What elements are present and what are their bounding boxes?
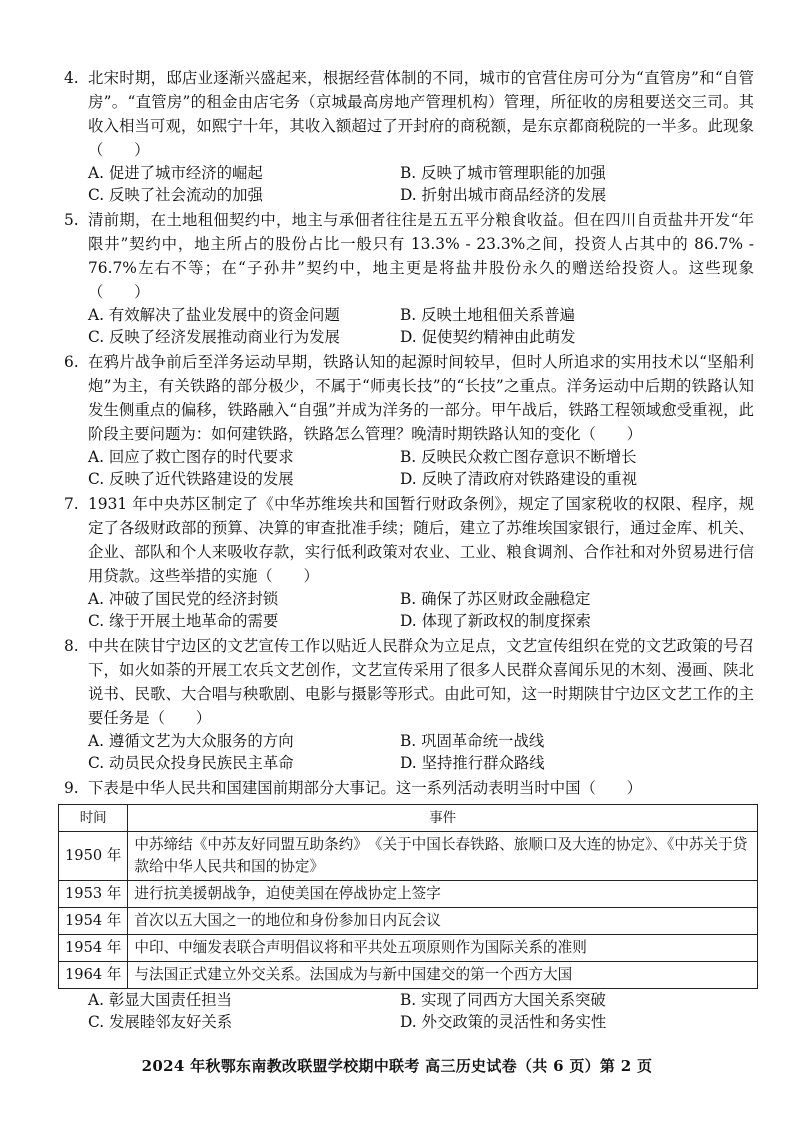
option-list xyxy=(88,162,754,206)
row-event: 进行抗美援朝战争，迫使美国在停战协定上签字 xyxy=(128,881,758,908)
option-d: D. 体现了新政权的制度探索 xyxy=(400,612,591,630)
question-4 xyxy=(64,66,754,206)
table-row xyxy=(59,908,758,935)
option-a: A. 冲破了国民党的经济封锁 xyxy=(88,590,279,608)
option-c: C. 缘于开展土地革命的需要 xyxy=(88,612,279,630)
option-a: A. 回应了救亡图存的时代要求 xyxy=(88,448,294,466)
table-row xyxy=(59,935,758,962)
option-list xyxy=(88,304,754,348)
option-a: A. 有效解决了盐业发展中的资金问题 xyxy=(88,306,340,324)
header-event: 事件 xyxy=(128,805,758,832)
table-row xyxy=(59,881,758,908)
option-b: B. 反映土地租佃关系普遍 xyxy=(400,306,576,324)
page-content xyxy=(64,66,754,1033)
question-stem: 清前期，在土地租佃契约中，地主与承佃者往往是五五平分粮食收益。但在四川自贡盐井开发“年限井”契约中，地主所占的股份占比一般只有 13.3% - 23.3%之间，投资人占其中的 86.7% - 76.7%左右不等；在“子孙井”契约中，地主更是将盐井股份永久的赠送给投资人。这些现象（ ） xyxy=(88,211,754,301)
question-stem: 中共在陕甘宁边区的文艺宣传工作以贴近人民群众为立足点，文艺宣传组织在党的文艺政策的号召下，如火如荼的开展工农兵文艺创作，文艺宣传采用了很多人民群众喜闻乐见的木刻、漫画、陕北说书、民歌、大合唱与秧歌剧、电影与摄影等形式。由此可知，这一时期陕甘宁边区文艺工作的主要任务是（ ） xyxy=(88,637,754,727)
option-b: B. 确保了苏区财政金融稳定 xyxy=(400,590,591,608)
row-year: 1964 年 xyxy=(59,962,128,989)
option-c: C. 反映了社会流动的加强 xyxy=(88,186,263,204)
option-c: C. 反映了经济发展推动商业行为发展 xyxy=(88,328,340,346)
table-row xyxy=(59,832,758,881)
question-stem: 1931 年中央苏区制定了《中华苏维埃共和国暂行财政条例》，规定了国家税收的权限、程序，规定了各级财政部的预算、决算的审查批准手续；随后，建立了苏维埃国家银行，通过金库、机关、企业、部队和个人来吸收存款，实行低利政策对农业、工业、粮食调剂、合作社和对外贸易进行信用贷款。这些举措的实施（ ） xyxy=(88,495,754,585)
question-number: 8. xyxy=(64,637,79,655)
table-row xyxy=(59,962,758,989)
option-list xyxy=(88,446,754,490)
table-header-row xyxy=(59,805,758,832)
question-number: 9. xyxy=(64,779,79,797)
option-d: D. 促使契约精神由此萌发 xyxy=(400,328,576,346)
question-number: 4. xyxy=(64,69,79,87)
row-year: 1954 年 xyxy=(59,908,128,935)
header-time: 时间 xyxy=(59,805,128,832)
option-a: A. 促进了城市经济的崛起 xyxy=(88,164,263,182)
question-9 xyxy=(64,776,754,800)
row-year: 1950 年 xyxy=(59,832,128,881)
option-d: D. 外交政策的灵活性和务实性 xyxy=(400,1013,607,1031)
option-c: C. 反映了近代铁路建设的发展 xyxy=(88,470,294,488)
option-list xyxy=(88,588,754,632)
option-b: B. 实现了同西方大国关系突破 xyxy=(400,991,606,1009)
option-b: B. 反映民众救亡图存意识不断增长 xyxy=(400,448,637,466)
question-stem: 在鸦片战争前后至洋务运动早期，铁路认知的起源时间较早，但时人所追求的实用技术以“坚船利炮”为主，有关铁路的部分极少，不属于“师夷长技”的“长技”之重点。洋务运动中后期的铁路认知发生侧重点的偏移，铁路融入“自强”并成为洋务的一部分。甲午战后，铁路工程领域愈受重视，此阶段主要问题为：如何建铁路，铁路怎么管理？晚清时期铁路认知的变化（ ） xyxy=(88,353,754,443)
option-a: A. 遵循文艺为大众服务的方向 xyxy=(88,732,294,750)
question-stem: 北宋时期，邸店业逐渐兴盛起来，根据经营体制的不同，城市的官营住房可分为“直管房”和“自管房”。“直管房”的租金由店宅务（京城最高房地产管理机构）管理，所征收的房租要送交三司。其收入相当可观，如熙宁十年，其收入额超过了开封府的商税额，是东京都商税院的一半多。此现象（ ） xyxy=(88,69,754,159)
option-d: D. 折射出城市商品经济的发展 xyxy=(400,186,607,204)
page-footer: 2024 年秋鄂东南教改联盟学校期中联考 高三历史试卷（共 6 页）第 2 页 xyxy=(141,1057,653,1075)
events-table xyxy=(58,804,758,989)
option-d: D. 反映了清政府对铁路建设的重视 xyxy=(400,470,638,488)
option-b: B. 巩固革命统一战线 xyxy=(400,732,545,750)
option-b: B. 反映了城市管理职能的加强 xyxy=(400,164,606,182)
row-year: 1953 年 xyxy=(59,881,128,908)
option-c: C. 发展睦邻友好关系 xyxy=(88,1013,233,1031)
option-d: D. 坚持推行群众路线 xyxy=(400,754,545,772)
question-5 xyxy=(64,208,754,348)
question-9-options xyxy=(64,989,754,1033)
question-stem: 下表是中华人民共和国建国前期部分大事记。这一系列活动表明当时中国（ ） xyxy=(88,779,643,797)
option-c: C. 动员民众投身民族民主革命 xyxy=(88,754,294,772)
row-event: 首次以五大国之一的地位和身份参加日内瓦会议 xyxy=(128,908,758,935)
question-7 xyxy=(64,492,754,632)
row-event: 中印、中缅发表联合声明倡议将和平共处五项原则作为国际关系的准则 xyxy=(128,935,758,962)
question-8 xyxy=(64,634,754,774)
row-event: 中苏缔结《中苏友好同盟互助条约》 《关于中国长春铁路、旅顺口及大连的协定》、《中苏关于贷款给中华人民共和国的协定》 xyxy=(128,832,758,881)
option-list xyxy=(88,989,754,1033)
row-event: 与法国正式建立外交关系。法国成为与新中国建交的第一个西方大国 xyxy=(128,962,758,989)
row-year: 1954 年 xyxy=(59,935,128,962)
question-number: 6. xyxy=(64,353,79,371)
option-a: A. 彰显大国责任担当 xyxy=(88,991,233,1009)
question-number: 5. xyxy=(64,211,79,229)
option-list xyxy=(88,730,754,774)
question-number: 7. xyxy=(64,495,79,513)
question-6 xyxy=(64,350,754,490)
